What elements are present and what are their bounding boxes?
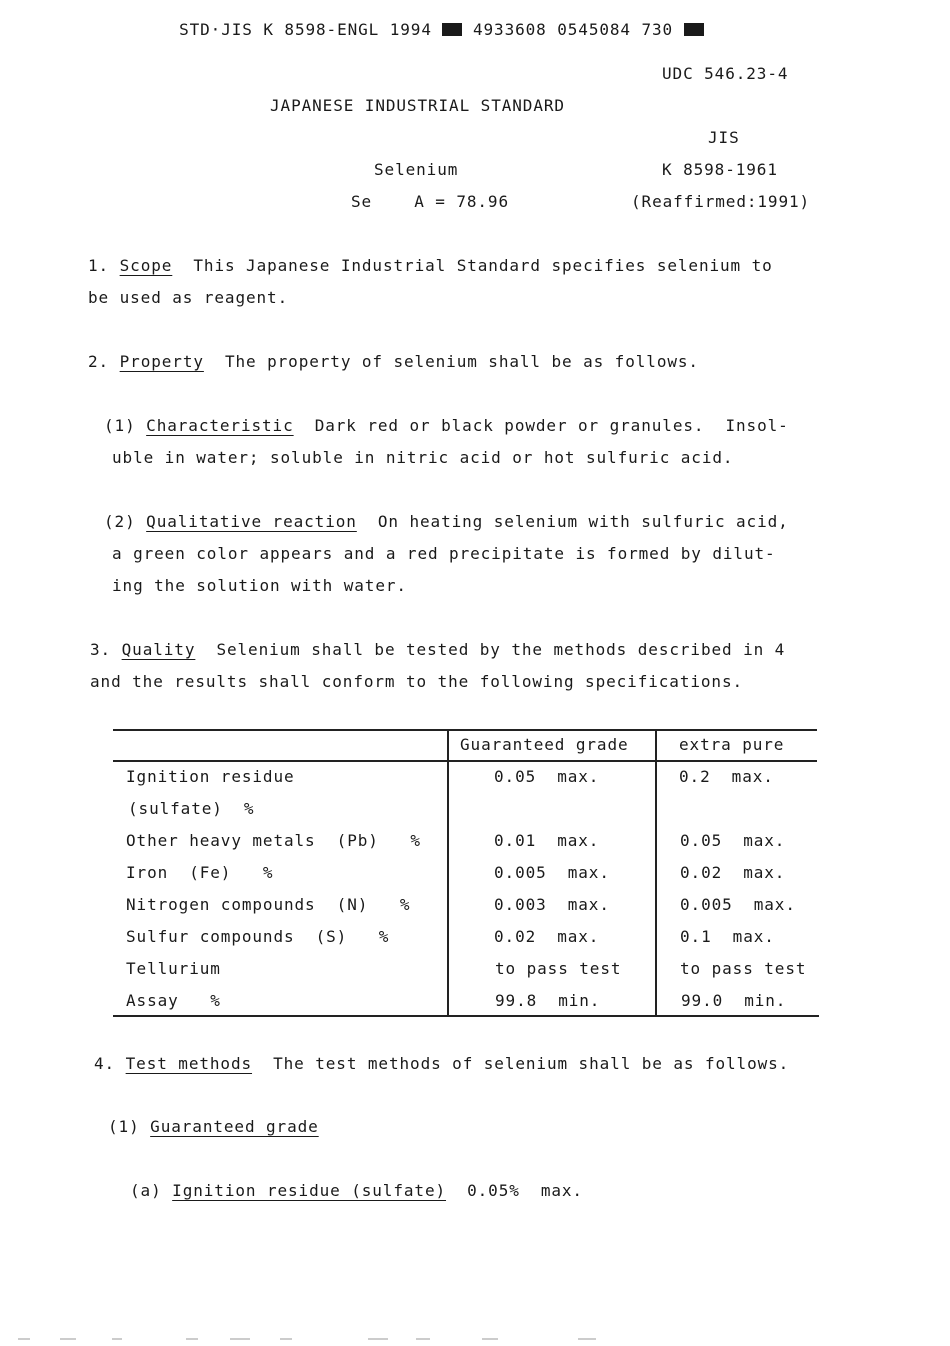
table-cell-guaranteed: 0.003 max. <box>494 895 610 914</box>
table-header-rule <box>113 760 817 762</box>
section-title: Property <box>119 352 204 371</box>
section-number: 1. <box>88 256 110 275</box>
item-text: 0.05% max. <box>467 1181 583 1200</box>
jis-label: JIS <box>708 128 740 147</box>
subsection-text: On heating selenium with sulfuric acid, <box>377 512 789 531</box>
subsection-qualitative-cont2: ing the solution with water. <box>112 576 407 595</box>
section-number: 4. <box>94 1054 116 1073</box>
subsection-title: Qualitative reaction <box>146 512 357 531</box>
section-title: Scope <box>119 256 173 275</box>
table-cell-item: Nitrogen compounds (N) % <box>126 895 411 914</box>
section-quality <box>90 640 785 660</box>
table-cell-guaranteed: to pass test <box>495 959 622 978</box>
table-cell-guaranteed: 0.02 max. <box>494 927 600 946</box>
standard-title: JAPANESE INDUSTRIAL STANDARD <box>270 96 565 115</box>
subsection-number: (1) <box>104 416 136 435</box>
item-number: (a) <box>130 1181 162 1200</box>
section-number: 2. <box>88 352 110 371</box>
section-title: Test methods <box>125 1054 253 1073</box>
udc-number: UDC 546.23-4 <box>662 64 789 83</box>
table-column-divider <box>447 729 449 1017</box>
item-ignition-residue <box>130 1181 583 1201</box>
subsection-number: (1) <box>108 1117 140 1136</box>
scan-artifact-marks <box>0 1336 950 1342</box>
header-strip-barcode: 4933608 0545084 730 <box>472 20 674 39</box>
subsection-characteristic-cont: uble in water; soluble in nitric acid or hot sulfuric acid. <box>112 448 734 467</box>
table-cell-item: Assay % <box>126 991 221 1010</box>
section-text: This Japanese Industrial Standard specifies selenium to <box>193 256 773 275</box>
table-cell-extra: 0.005 max. <box>680 895 796 914</box>
table-cell-item: Ignition residue <box>126 767 295 786</box>
subsection-number: (2) <box>104 512 136 531</box>
table-column-divider <box>655 729 657 1017</box>
subsection-characteristic <box>104 416 789 436</box>
table-cell-guaranteed: 99.8 min. <box>495 991 601 1010</box>
subsection-qualitative-cont1: a green color appears and a red precipitate is formed by dilut- <box>112 544 776 563</box>
table-cell-item: Sulfur compounds (S) % <box>126 927 390 946</box>
substance-symbol: Se A = 78.96 <box>351 192 509 211</box>
table-bottom-rule <box>113 1015 819 1017</box>
table-cell-guaranteed: 0.005 max. <box>494 863 610 882</box>
table-cell-extra: 0.1 max. <box>680 927 775 946</box>
item-title: Ignition residue (sulfate) <box>172 1181 447 1200</box>
table-cell-extra: 99.0 min. <box>681 991 787 1010</box>
table-cell-item: Iron (Fe) % <box>126 863 274 882</box>
substance-name: Selenium <box>374 160 459 179</box>
black-block-mark <box>684 23 704 36</box>
subsection-qualitative-reaction <box>104 512 789 532</box>
table-cell-item: (sulfate) % <box>128 799 255 818</box>
table-cell-item: Tellurium <box>126 959 221 978</box>
table-cell-item: Other heavy metals (Pb) % <box>126 831 421 850</box>
section-text: The test methods of selenium shall be as follows. <box>273 1054 790 1073</box>
table-top-rule <box>113 729 817 731</box>
subsection-text: Dark red or black powder or granules. Insol- <box>314 416 789 435</box>
black-block-mark <box>442 23 462 36</box>
subsection-title: Characteristic <box>146 416 294 435</box>
header-strip <box>158 0 704 40</box>
table-cell-extra: 0.2 max. <box>679 767 774 786</box>
section-scope-cont: be used as reagent. <box>88 288 289 307</box>
subsection-guaranteed-grade <box>108 1117 319 1137</box>
table-cell-extra: 0.02 max. <box>680 863 786 882</box>
table-cell-guaranteed: 0.01 max. <box>494 831 600 850</box>
jis-number: K 8598-1961 <box>662 160 778 179</box>
subsection-title: Guaranteed grade <box>150 1117 319 1136</box>
section-number: 3. <box>90 640 112 659</box>
section-test-methods <box>94 1054 789 1074</box>
reaffirmed-note: (Reaffirmed:1991) <box>631 192 811 211</box>
section-property <box>88 352 699 372</box>
section-title: Quality <box>121 640 196 659</box>
section-quality-cont: and the results shall conform to the following specifications. <box>90 672 744 691</box>
table-cell-guaranteed: 0.05 max. <box>494 767 600 786</box>
header-strip-code: STD·JIS K 8598-ENGL 1994 <box>179 20 432 39</box>
table-header-guaranteed: Guaranteed grade <box>460 735 629 754</box>
table-cell-extra: to pass test <box>680 959 807 978</box>
section-text: The property of selenium shall be as follows. <box>224 352 699 371</box>
table-header-extra-pure: extra pure <box>679 735 785 754</box>
section-scope <box>88 256 773 276</box>
table-cell-extra: 0.05 max. <box>680 831 786 850</box>
section-text: Selenium shall be tested by the methods described in 4 <box>216 640 786 659</box>
